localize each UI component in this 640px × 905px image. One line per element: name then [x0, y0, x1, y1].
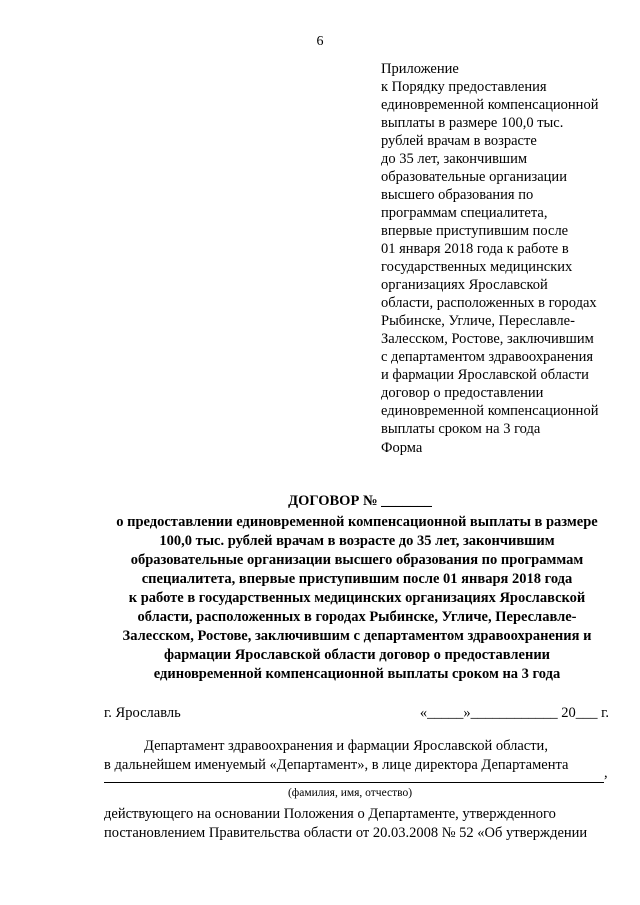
appendix-line: Приложение	[381, 61, 459, 77]
appendix-line: 01 января 2018 года к работе в	[381, 241, 569, 257]
appendix-line: единовременной компенсационной	[381, 403, 599, 419]
body-paragraph-line: действующего на основании Положения о Департаменте, утвержденного	[104, 806, 556, 822]
page-number: 6	[316, 34, 324, 49]
name-fill-line	[104, 782, 604, 783]
appendix-line: договор о предоставлении	[381, 385, 544, 401]
appendix-line: рублей врачам в возрасте	[381, 133, 537, 149]
appendix-line: организациях Ярославской	[381, 277, 548, 293]
subtitle-line: области, расположенных в городах Рыбинске, Угличе, Переславле-	[137, 609, 577, 625]
body-paragraph-line: Департамент здравоохранения и фармации Ярославской области,	[144, 738, 548, 754]
appendix-line: и фармации Ярославской области	[381, 367, 589, 383]
appendix-line: до 35 лет, закончившим	[381, 151, 528, 167]
appendix-line: Рыбинске, Угличе, Переславле-	[381, 313, 575, 329]
city-label: г. Ярославль	[104, 705, 181, 721]
contract-title: ДОГОВОР № _______	[288, 493, 432, 509]
subtitle-line: фармации Ярославской области договор о предоставлении	[163, 647, 551, 663]
appendix-line: высшего образования по	[381, 187, 534, 203]
appendix-line: программам специалитета,	[381, 205, 548, 221]
contract-subtitle	[104, 513, 610, 684]
appendix-line: выплаты сроком на 3 года	[381, 421, 541, 437]
subtitle-line: о предоставлении единовременной компенсационной выплаты в размере	[116, 514, 598, 530]
name-caption: (фамилия, имя, отчество)	[287, 787, 413, 799]
fill-line-comma: ,	[604, 765, 608, 781]
subtitle-line: специалитета, впервые приступившим после 01 января 2018 года	[141, 571, 573, 587]
appendix-line: государственных медицинских	[381, 259, 573, 275]
appendix-line: впервые приступившим после	[381, 223, 569, 239]
subtitle-line: к работе в государственных медицинских организациях Ярославской	[128, 590, 586, 606]
form-label: Форма	[381, 440, 423, 456]
appendix-line: области, расположенных в городах	[381, 295, 597, 311]
appendix-line: единовременной компенсационной	[381, 97, 599, 113]
appendix-line: образовательные организации	[381, 169, 567, 185]
date-field: «_____»____________ 20___ г.	[419, 705, 609, 721]
body-paragraph-line: в дальнейшем именуемый «Департамент», в лице директора Департамента	[104, 757, 569, 773]
appendix-block	[381, 60, 631, 438]
appendix-line: к Порядку предоставления	[381, 79, 547, 95]
body-paragraph-line: постановлением Правительства области от 20.03.2008 № 52 «Об утверждении	[104, 825, 588, 841]
appendix-line: с департаментом здравоохранения	[381, 349, 594, 365]
subtitle-line: Залесском, Ростове, заключившим с департаментом здравоохранения и	[122, 628, 592, 644]
subtitle-line: образовательные организации высшего образования по программам	[130, 552, 584, 568]
subtitle-line: единовременной компенсационной выплаты сроком на 3 года	[153, 666, 561, 682]
appendix-line: выплаты в размере 100,0 тыс.	[381, 115, 564, 131]
subtitle-line: 100,0 тыс. рублей врачам в возрасте до 35 лет, закончившим	[159, 533, 555, 549]
appendix-line: Залесском, Ростове, заключившим	[381, 331, 594, 347]
